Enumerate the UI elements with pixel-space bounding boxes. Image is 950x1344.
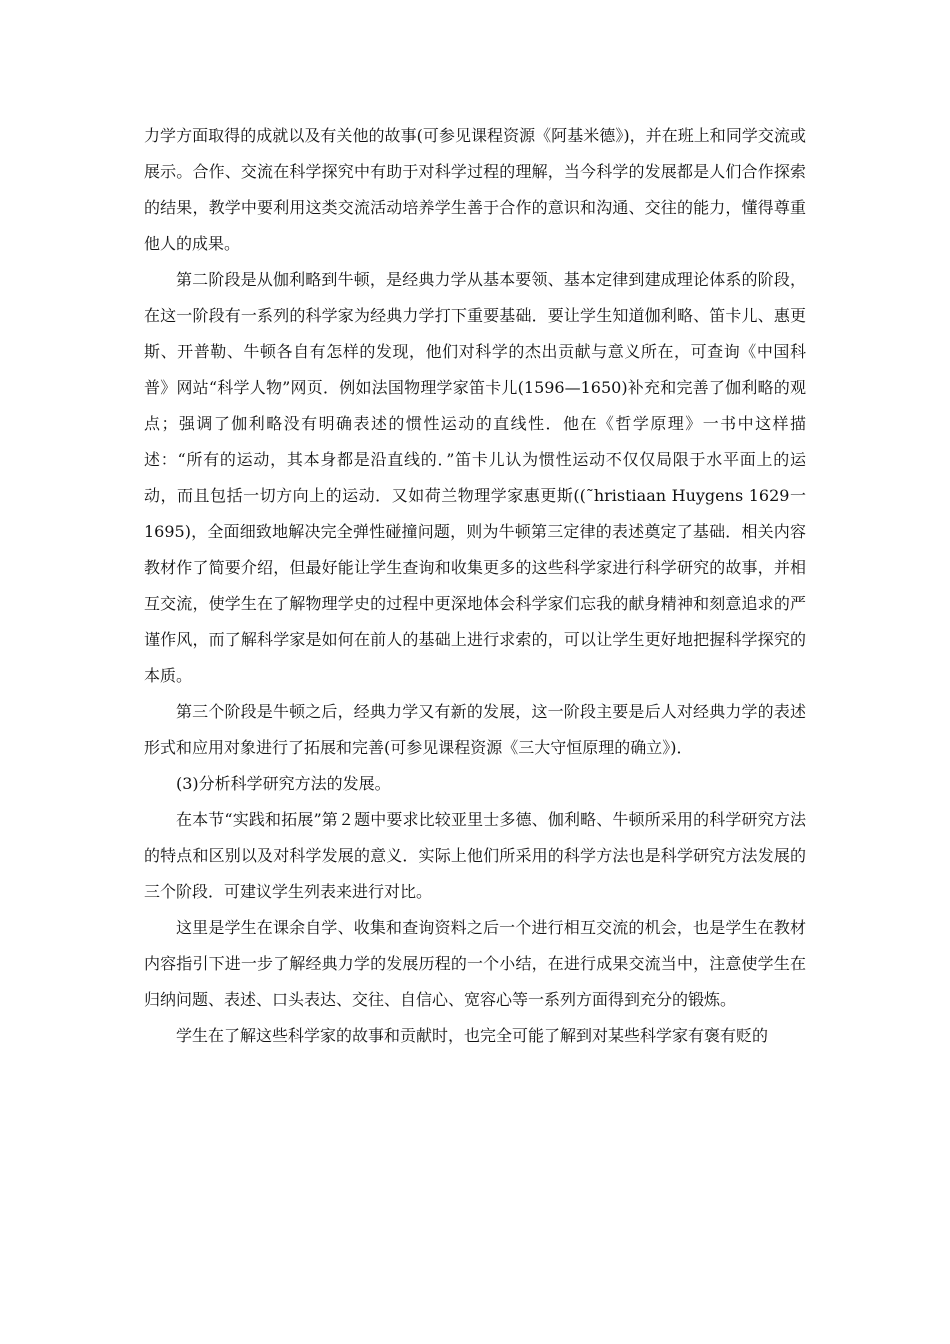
paragraph-third-stage: 第三个阶段是牛顿之后，经典力学又有新的发展，这一阶段主要是后人对经典力学的表述形式和应用对象进行了拓展和完善(可参见课程资源《三大守恒原理的确立》)．: [144, 702, 806, 757]
paragraph-scientists: 学生在了解这些科学家的故事和贡献时，也完全可能了解到对某些科学家有褒有贬的: [176, 1026, 769, 1045]
paragraph-continuation: 力学方面取得的成就以及有关他的故事(可参见课程资源《阿基米德》)，并在班上和同学交流或展示。合作、交流在科学探究中有助于对科学过程的理解，当今科学的发展都是人们合作探索的结果，教学中要利用这类交流活动培养学生善于合作的意识和沟通、交往的能力，懂得尊重他人的成果。: [144, 126, 806, 253]
document-body: [144, 118, 806, 1054]
section-heading-method: (3)分析科学研究方法的发展。: [176, 774, 391, 793]
paragraph-second-stage: 第二阶段是从伽利略到牛顿，是经典力学从基本要领、基本定律到建成理论体系的阶段，在这一阶段有一系列的科学家为经典力学打下重要基础．要让学生知道伽利略、笛卡儿、惠更斯、开普勒、牛顿各自有怎样的发现，他们对科学的杰出贡献与意义所在，可查询《中国科普》网站“科学人物”网页．例如法国物理学家笛卡儿(1596—1650)补充和完善了伽利略的观点；强调了伽利略没有明确表述的惯性运动的直线性．他在《哲学原理》一书中这样描述：“所有的运动，其本身都是沿直线的．”笛卡儿认为惯性运动不仅仅局限于水平面上的运动，而且包括一切方向上的运动．又如荷兰物理学家惠更斯((˜hristiaan Huygens 1629一1695)，全面细致地解决完全弹性碰撞问题，则为牛顿第三定律的表述奠定了基础．相关内容教材作了简要介绍，但最好能让学生查询和收集更多的这些科学家进行科学研究的故事，并相互交流，使学生在了解物理学史的过程中更深地体会科学家们忘我的献身精神和刻意追求的严谨作风，而了解科学家是如何在前人的基础上进行求索的，可以让学生更好地把握科学探究的本质。: [144, 270, 806, 685]
paragraph-exchange: 这里是学生在课余自学、收集和查询资料之后一个进行相互交流的机会，也是学生在教材内容指引下进一步了解经典力学的发展历程的一个小结，在进行成果交流当中，注意使学生在归纳问题、表述、口头表达、交往、自信心、宽容心等一系列方面得到充分的锻炼。: [144, 918, 806, 1009]
paragraph-practice: 在本节“实践和拓展”第２题中要求比较亚里士多德、伽利略、牛顿所采用的科学研究方法的特点和区别以及对科学发展的意义．实际上他们所采用的科学方法也是科学研究方法发展的三个阶段．可建议学生列表来进行对比。: [144, 810, 806, 901]
